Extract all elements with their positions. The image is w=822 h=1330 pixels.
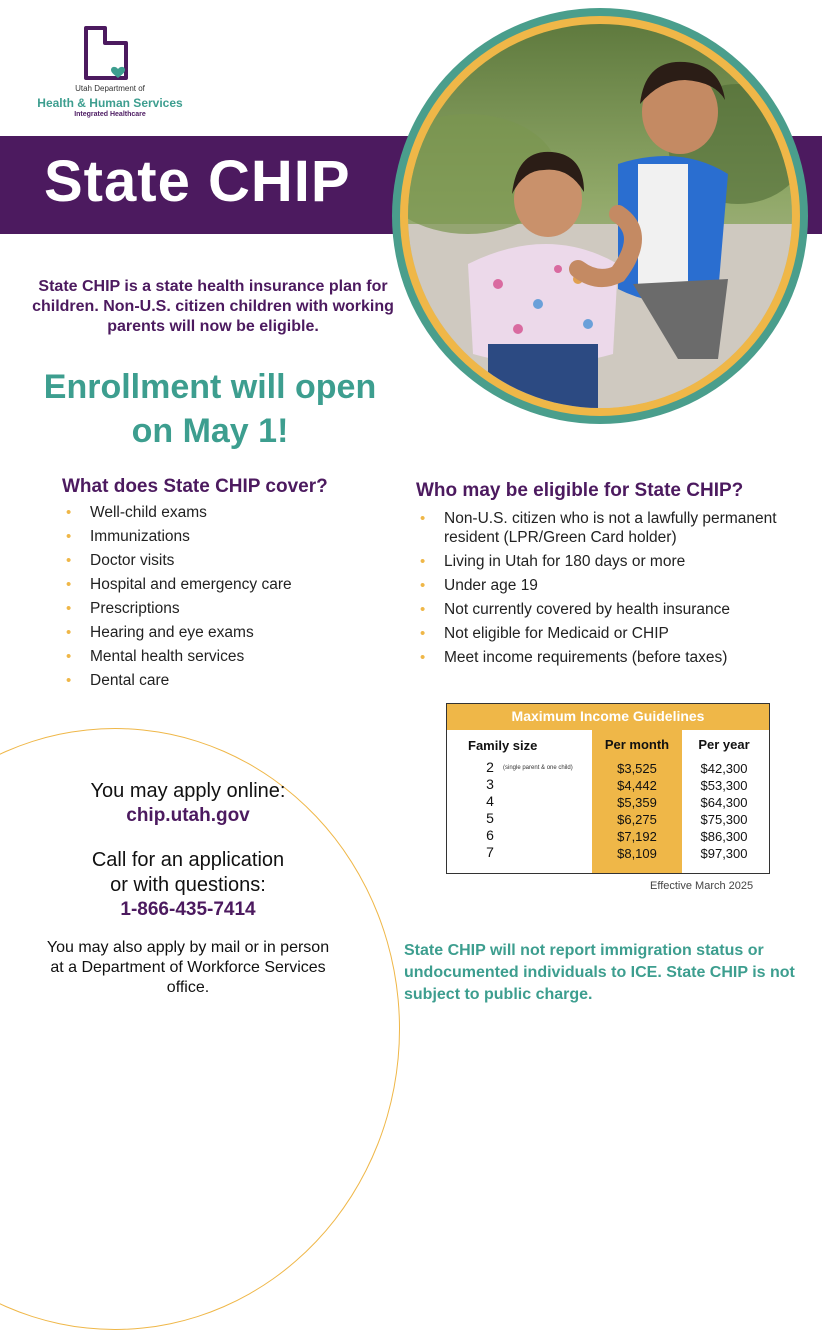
coverage-list bbox=[64, 503, 364, 695]
list-item: • Dental care bbox=[64, 671, 364, 690]
children-photo bbox=[408, 24, 792, 408]
cell-family-size: 3 bbox=[486, 776, 494, 792]
list-item: • Living in Utah for 180 days or more bbox=[418, 552, 778, 571]
cell-per-month: $4,442 bbox=[617, 778, 657, 793]
apply-online-label: You may apply online: bbox=[90, 780, 286, 802]
utah-state-logo-icon bbox=[83, 25, 129, 81]
cell-per-year: $64,300 bbox=[700, 795, 748, 810]
list-item: • Not currently covered by health insurance bbox=[418, 600, 778, 619]
logo-line-1: Utah Department of bbox=[75, 84, 145, 93]
cell-per-month: $5,359 bbox=[617, 795, 657, 810]
eligibility-heading: Who may be eligible for State CHIP? bbox=[416, 480, 744, 501]
list-item: • Non-U.S. citizen who is not a lawfully permanent resident (LPR/Green Card holder) bbox=[418, 509, 778, 547]
eligibility-list bbox=[418, 509, 778, 672]
phone-number-link[interactable]: 1-866-435-7414 bbox=[120, 899, 256, 920]
coverage-heading: What does State CHIP cover? bbox=[62, 476, 328, 497]
children-photo-illustration bbox=[408, 24, 792, 408]
immigration-notice: State CHIP will not report immigration status or undocumented individuals to ICE. State CHIP is not subject to public charge. bbox=[404, 942, 795, 1003]
cell-per-year: $42,300 bbox=[700, 761, 748, 776]
cell-per-year: $86,300 bbox=[700, 829, 748, 844]
cell-family-size-note: (single parent & one child) bbox=[503, 765, 573, 771]
apply-online-link[interactable]: chip.utah.gov bbox=[126, 805, 250, 826]
cell-per-month: $8,109 bbox=[617, 846, 657, 861]
list-item: • Not eligible for Medicaid or CHIP bbox=[418, 624, 778, 643]
cell-family-size: 4 bbox=[486, 793, 494, 809]
cell-per-month: $7,192 bbox=[617, 829, 657, 844]
cell-per-year: $97,300 bbox=[700, 846, 748, 861]
cell-per-month: $3,525 bbox=[617, 761, 657, 776]
column-header-family-size: Family size bbox=[468, 738, 538, 753]
list-item: • Under age 19 bbox=[418, 576, 778, 595]
list-item: • Doctor visits bbox=[64, 551, 364, 570]
list-item: • Meet income requirements (before taxes) bbox=[418, 648, 778, 667]
list-item: • Hearing and eye exams bbox=[64, 623, 364, 642]
cell-family-size: 6 bbox=[486, 827, 494, 843]
cell-per-year: $75,300 bbox=[700, 812, 748, 827]
cell-family-size: 2 bbox=[486, 759, 494, 775]
list-item: • Mental health services bbox=[64, 647, 364, 666]
logo-line-3: Integrated Healthcare bbox=[74, 111, 146, 118]
column-header-per-month: Per month bbox=[604, 737, 670, 752]
logo-line-2: Health & Human Services bbox=[37, 96, 183, 110]
call-label bbox=[40, 848, 336, 898]
call-label-line-2: or with questions: bbox=[110, 874, 266, 896]
apply-by-mail-text: You may also apply by mail or in person at a Department of Workforce Services office. bbox=[46, 939, 330, 996]
income-table-title: Maximum Income Guidelines bbox=[511, 708, 705, 724]
column-header-per-year: Per year bbox=[698, 737, 750, 752]
page-title: State CHIP bbox=[44, 149, 351, 214]
list-item: • Hospital and emergency care bbox=[64, 575, 364, 594]
cell-family-size: 7 bbox=[486, 844, 494, 860]
cell-per-year: $53,300 bbox=[700, 778, 748, 793]
enrollment-announcement: Enrollment will open on May 1! bbox=[43, 368, 377, 450]
intro-text: State CHIP is a state health insurance plan for children. Non-U.S. citizen children with working parents will now be eligible. bbox=[32, 278, 394, 335]
cell-per-month: $6,275 bbox=[617, 812, 657, 827]
list-item: • Prescriptions bbox=[64, 599, 364, 618]
cell-family-size: 5 bbox=[486, 810, 494, 826]
call-label-line-1: Call for an application bbox=[91, 849, 285, 871]
effective-date: Effective March 2025 bbox=[650, 880, 754, 892]
list-item: • Immunizations bbox=[64, 527, 364, 546]
list-item: • Well-child exams bbox=[64, 503, 364, 522]
